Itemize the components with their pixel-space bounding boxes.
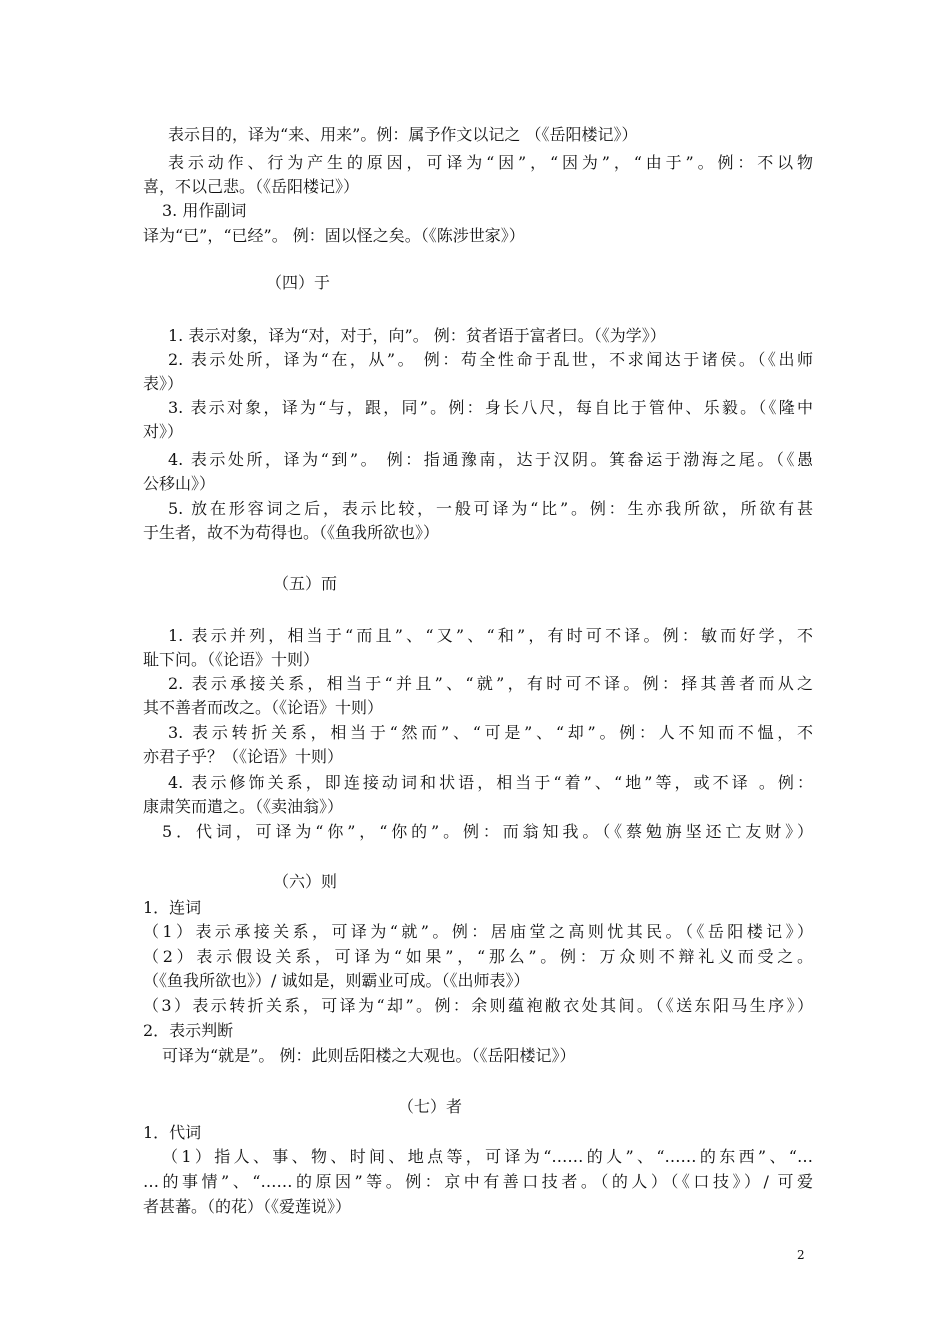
text-line: 亦君子乎？（《论语》十则） <box>143 747 344 766</box>
text-line: （1）表示承接关系，可译为“就”。例：居庙堂之高则忧其民。（《岳阳楼记》） <box>143 922 813 941</box>
text-line: 5. 放在形容词之后，表示比较，一般可译为“比”。例：生亦我所欲，所欲有甚 <box>168 499 813 518</box>
text-line: 公移山》） <box>143 474 216 493</box>
subheading: 1．代词 <box>143 1123 202 1142</box>
section-heading: （六）则 <box>273 872 338 891</box>
text-line: 表示动作、行为产生的原因，可译为“因”，“因为”，“由于”。例：不以物 <box>168 153 813 172</box>
text-line: （2）表示假设关系，可译为“如果”，“那么”。例：万众则不辩礼义而受之。 <box>143 947 813 966</box>
page-number: 2 <box>797 1248 805 1262</box>
text-line: 表》） <box>143 374 184 393</box>
text-line: 3. 表示对象，译为“与，跟，同”。例：身长八尺，每自比于管仲、乐毅。（《隆中 <box>168 398 813 417</box>
text-line: （3）表示转折关系，可译为“却”。例：余则蕴袍敝衣处其间。（《送东阳马生序》） <box>143 996 813 1015</box>
subheading: 2．表示判断 <box>143 1021 234 1040</box>
text-line: …的事情”、“……的原因”等。例：京中有善口技者。（的人）（《口技》）/ 可爱 <box>143 1172 813 1191</box>
text-line: 对》） <box>143 422 184 441</box>
text-line: 耻下问。（《论语》十则） <box>143 650 320 669</box>
text-line: 2. 表示处所，译为“在，从”。 例：苟全性命于乱世，不求闻达于诸侯。（《出师 <box>168 350 813 369</box>
text-line: 于生者，故不为苟得也。（《鱼我所欲也》） <box>143 523 440 542</box>
text-line: 2. 表示承接关系，相当于“并且”、“就”，有时可不译。例：择其善者而从之 <box>168 674 813 693</box>
section-heading: （七）者 <box>398 1097 463 1116</box>
text-line: 3. 表示转折关系，相当于“然而”、“可是”、“却”。例：人不知而不愠，不 <box>168 723 813 742</box>
section-heading: （五）而 <box>273 574 338 593</box>
text-line: 5．代词，可译为“你”，“你的”。例：而翁知我。（《蔡勉旃坚还亡友财》） <box>162 822 813 841</box>
text-line: 1. 表示并列，相当于“而且”、“又”、“和”，有时可不译。例：敏而好学，不 <box>168 626 813 645</box>
text-line: （1）指人、事、物、时间、地点等，可译为“……的人”、“……的东西”、“… <box>162 1147 813 1166</box>
text-line: 可译为“就是”。 例：此则岳阳楼之大观也。（《岳阳楼记》） <box>162 1046 576 1065</box>
text-line: 康肃笑而遣之。（《卖油翁》） <box>143 797 344 816</box>
text-line: 译为“已”，“已经”。 例：固以怪之矣。（《陈涉世家》） <box>143 226 525 245</box>
text-line: 其不善者而改之。（《论语》十则） <box>143 698 384 717</box>
section-heading: （四）于 <box>266 273 331 292</box>
text-line: （《鱼我所欲也》）/ 诚如是，则霸业可成。（《出师表》） <box>143 971 530 990</box>
text-line: 者甚蕃。（的花）（《爱莲说》） <box>143 1197 352 1216</box>
text-line: 4. 表示处所，译为“到”。 例：指通豫南，达于汉阴。箕畚运于渤海之尾。（《愚 <box>168 450 813 469</box>
text-line: 4. 表示修饰关系，即连接动词和状语，相当于“着”、“地”等，或不译 。例： <box>168 773 813 792</box>
text-line: 喜，不以己悲。（《岳阳楼记》） <box>143 177 360 196</box>
subheading: 1．连词 <box>143 898 202 917</box>
text-line: 1. 表示对象，译为“对，对于，向”。 例：贫者语于富者曰。（《为学》） <box>168 326 666 345</box>
text-line: 表示目的，译为“来、用来”。例：属予作文以记之 （《岳阳楼记》） <box>168 125 638 144</box>
subheading: 3. 用作副词 <box>162 201 247 220</box>
